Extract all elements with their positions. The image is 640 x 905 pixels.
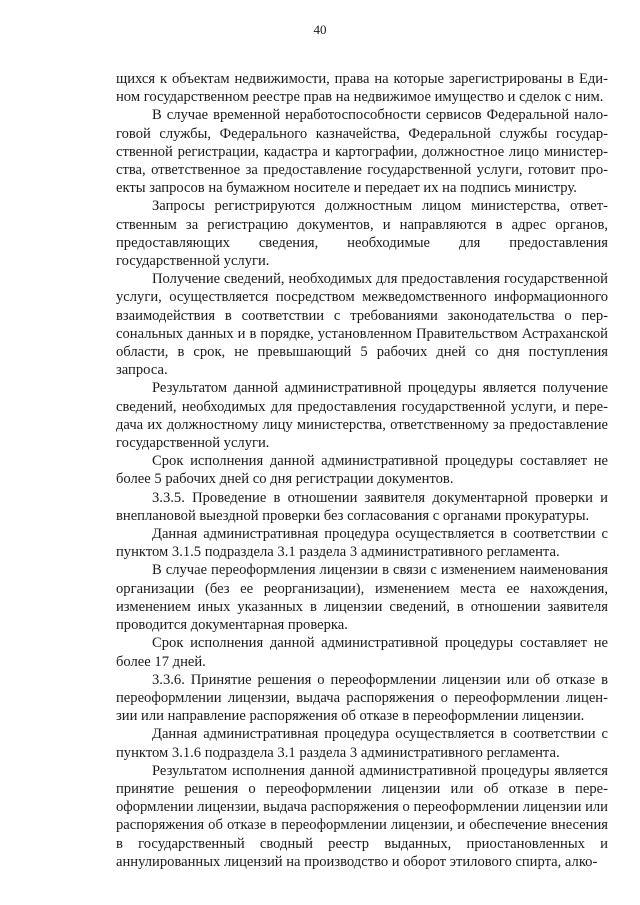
paragraph-procedure-term: Срок исполнения данной административной процедуры составляет не более 5 рабочих дней со дня регистрации документов. [116, 453, 608, 488]
paragraph-procedure-result: Результатом данной административной процедуры является получение сведений, необходимых для предоставления государственной услуги, и передача их должностному лицу министерства, ответственному за предоставление государственной услуги. [116, 380, 608, 452]
paragraph-execution-result: Результатом исполнения данной административной процедуры является принятие решения о переоформлении лицензии или об отказе в переоформлении лицензии, выдача распоряжения о переоформлении лицензии или распоряжения об отказе в переоформлении лицензии, и обеспечение внесения в государственный сводный реестр выданных, приостановленных и аннулированных лицензий на производство и оборот этилового спирта, алко- [116, 762, 608, 870]
paragraph-obtaining-info: Получение сведений, необходимых для предоставления государственной услуги, осуществляется посредством межведомственного информационного взаимодействия в соответствии с требованиями законодательства о персональных данных и в порядке, установленном Правительством Астраханской области, в срок, не превышающий 5 рабочих дней со дня поступления запроса. [116, 271, 608, 379]
document-body [116, 70, 608, 871]
paragraph-procedure-basis-3-1-6: Данная административная процедура осуществляется в соответствии с пунктом 3.1.6 подраздела 3.1 раздела 3 административного регламента. [116, 726, 608, 761]
paragraph-procedure-basis: Данная административная процедура осуществляется в соответствии с пунктом 3.1.5 подраздела 3.1 раздела 3 административного регламента. [116, 526, 608, 561]
paragraph-continuation: щихся к объектам недвижимости, права на которые зарегистрированы в Едином государственном реестре прав на недвижимое имущество и сделок с ним. [116, 71, 608, 106]
paragraph-service-outage: В случае временной неработоспособности сервисов Федеральной налоговой службы, Федерального казначейства, Федеральной службы государственной регистрации, кадастра и картографии, должностное лицо министерства, ответственное за предоставление государственной услуги, готовит проекты запросов на бумажном носителе и передает их на подпись министру. [116, 107, 608, 197]
paragraph-reissue-case: В случае переоформления лицензии в связи с изменением наименования организации (без ее реорганизации), изменением места ее нахождения, изменением иных указанных в лицензии сведений, в отношении заявителя проводится документарная проверка. [116, 562, 608, 634]
page-number: 40 [313, 22, 327, 37]
paragraph-requests-registration: Запросы регистрируются должностным лицом министерства, ответственным за регистрацию документов, и направляются в адрес органов, предоставляющих сведения, необходимые для предоставления государственной услуги. [116, 198, 608, 270]
paragraph-section-3-3-6: 3.3.6. Принятие решения о переоформлении лицензии или об отказе в переоформлении лицензии, выдача распоряжения о переоформлении лицензии или направление распоряжения об отказе в переоформлении лицензии. [116, 671, 608, 725]
paragraph-section-3-3-5: 3.3.5. Проведение в отношении заявителя документарной проверки и внеплановой выездной проверки без согласования с органами прокуратуры. [116, 489, 608, 524]
paragraph-procedure-term-17: Срок исполнения данной административной процедуры составляет не более 17 дней. [116, 635, 608, 670]
